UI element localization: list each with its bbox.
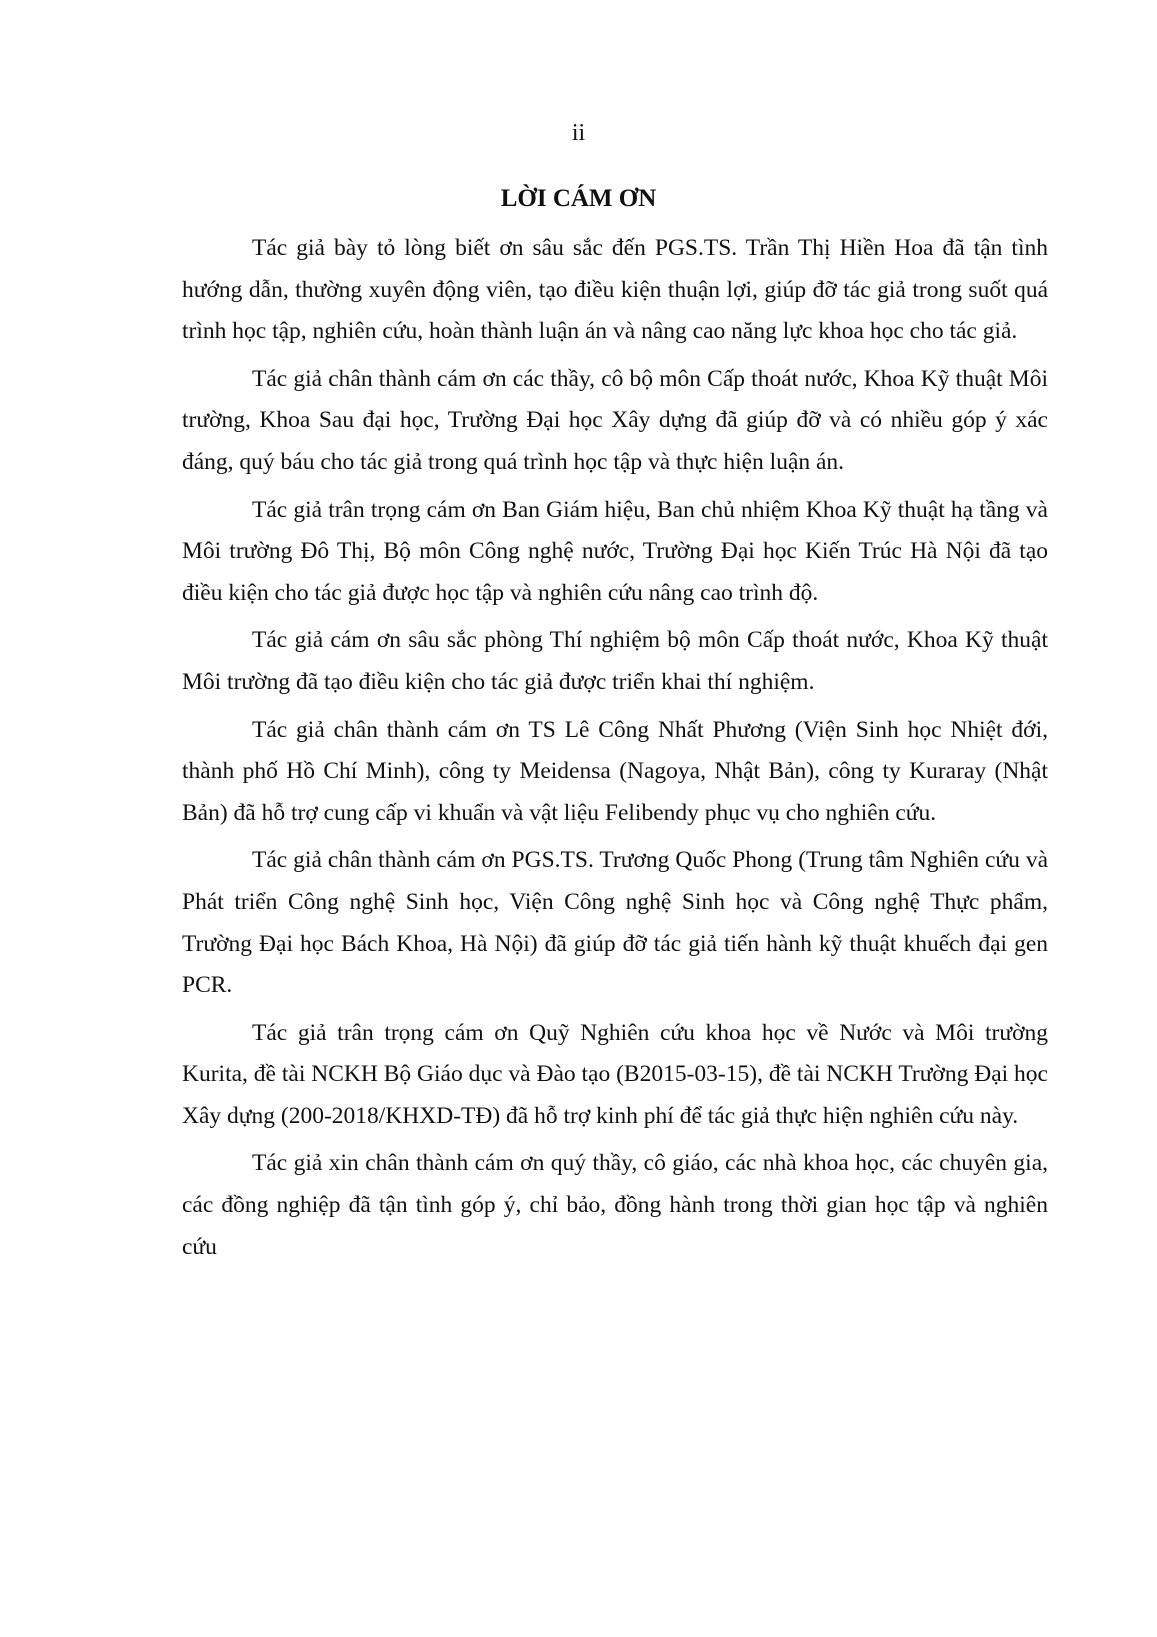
acknowledgement-body xyxy=(182,228,1048,1274)
paragraph-pcr-support: Tác giả chân thành cám ơn PGS.TS. Trương Quốc Phong (Trung tâm Nghiên cứu và Phát triển Công nghệ Sinh học, Viện Công nghệ Sinh học và Công nghệ Thực phẩm, Trường Đại học Bách Khoa, Hà Nội) đã giúp đỡ tác giả tiến hành kỹ thuật khuếch đại gen PCR. xyxy=(182,847,1048,999)
paragraph-architecture-university: Tác giả trân trọng cám ơn Ban Giám hiệu, Ban chủ nhiệm Khoa Kỹ thuật hạ tầng và Môi trường Đô Thị, Bộ môn Công nghệ nước, Trường Đại học Kiến Trúc Hà Nội đã tạo điều kiện cho tác giả được học tập và nghiên cứu nâng cao trình độ. xyxy=(182,496,1048,606)
paragraph-colleagues: Tác giả xin chân thành cám ơn quý thầy, cô giáo, các nhà khoa học, các chuyên gia, các đồng nghiệp đã tận tình góp ý, chỉ bảo, đồng hành trong thời gian học tập và nghiên cứu xyxy=(182,1150,1048,1260)
paragraph-funding: Tác giả trân trọng cám ơn Quỹ Nghiên cứu khoa học về Nước và Môi trường Kurita, đề tài NCKH Bộ Giáo dục và Đào tạo (B2015-03-15), đề tài NCKH Trường Đại học Xây dựng (200-2018/KHXD-TĐ) đã hỗ trợ kinh phí để tác giả thực hiện nghiên cứu này. xyxy=(182,1019,1048,1129)
paragraph-department: Tác giả chân thành cám ơn các thầy, cô bộ môn Cấp thoát nước, Khoa Kỹ thuật Môi trường, Khoa Sau đại học, Trường Đại học Xây dựng đã giúp đỡ và có nhiều góp ý xác đáng, quý báu cho tác giả trong quá trình học tập và thực hiện luận án. xyxy=(182,365,1048,475)
page-number: ii xyxy=(571,120,586,146)
paragraph-laboratory: Tác giả cám ơn sâu sắc phòng Thí nghiệm bộ môn Cấp thoát nước, Khoa Kỹ thuật Môi trường đã tạo điều kiện cho tác giả được triển khai thí nghiệm. xyxy=(182,627,1048,695)
paragraph-supervisor: Tác giả bày tỏ lòng biết ơn sâu sắc đến PGS.TS. Trần Thị Hiền Hoa đã tận tình hướng dẫn, thường xuyên động viên, tạo điều kiện thuận lợi, giúp đỡ tác giả trong suốt quá trình học tập, nghiên cứu, hoàn thành luận án và nâng cao năng lực khoa học cho tác giả. xyxy=(182,235,1048,345)
paragraph-material-support: Tác giả chân thành cám ơn TS Lê Công Nhất Phương (Viện Sinh học Nhiệt đới, thành phố Hồ Chí Minh), công ty Meidensa (Nagoya, Nhật Bản), công ty Kuraray (Nhật Bản) đã hỗ trợ cung cấp vi khuẩn và vật liệu Felibendy phục vụ cho nghiên cứu. xyxy=(182,716,1048,826)
page-title: LỜI CÁM ƠN xyxy=(500,185,657,212)
